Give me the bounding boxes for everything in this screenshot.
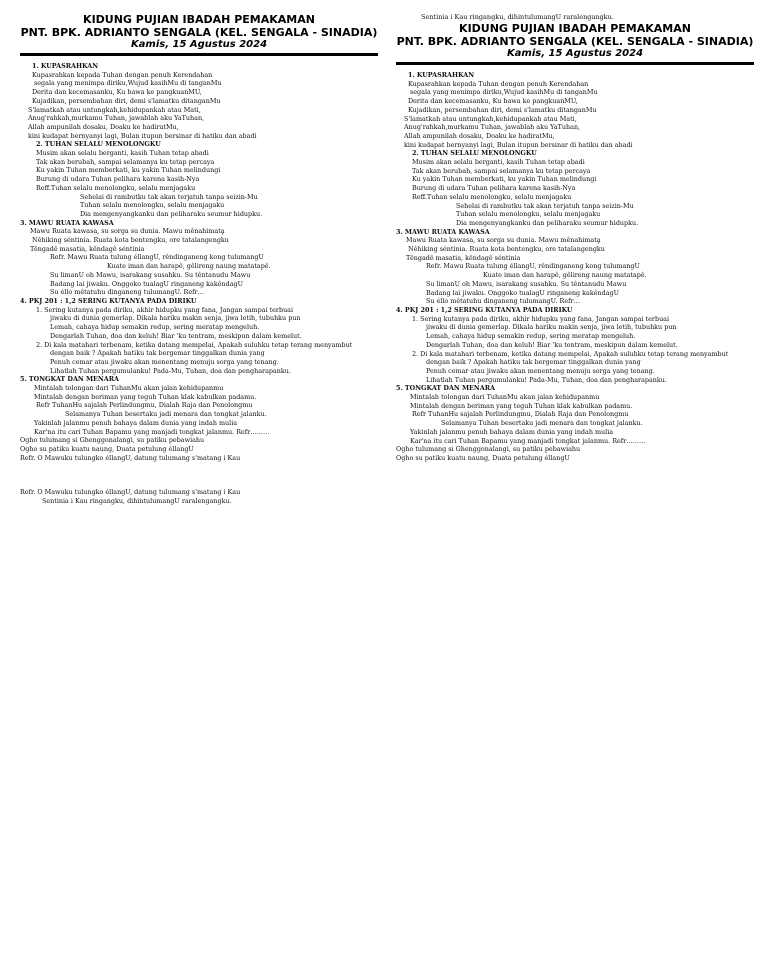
section-heading: 1. KUPASRAHKAN — [32, 62, 99, 70]
text-line: Allah ampunilah dosaku, Doaku ke hadiratMu, — [28, 122, 179, 131]
text-line: Ogho su patiku kuatu naung, Duata petulung éllangU — [20, 444, 194, 453]
text-line: dengan baik ? Apakah hatiku tak bergemar tinggalkan dunia yang — [50, 349, 265, 358]
text-line: Kar'na itu cari Tuhan Bapamu yang manjadi tongkat jalanmu. Refr……… — [410, 436, 646, 445]
text-line: Reff.Tuhan selalu menolongku, selalu menjagaku — [36, 183, 196, 192]
text-line: Refr TuhanHu sajalah Perlindungmu, Dialah Raja dan Penolongmu — [412, 410, 629, 419]
text-line: Su limanU oh Mawu, isarakang susahku. Su têntanudu Mawu — [426, 279, 627, 288]
page-title: KIDUNG PUJIAN IBADAH PEMAKAMAN — [83, 13, 315, 26]
spacer — [20, 462, 378, 488]
text-line: Mawu Ruata kawasa, su sorga su dunia. Mawu mênahimatḁ — [30, 227, 225, 236]
text-line: segala yang menimpa diriku,Wujud kasihMu di tanganMu — [410, 88, 598, 97]
text-line: Dia mengenyangkanku dan peliharaku seumur hidupku. — [80, 209, 263, 218]
text-line: Têngadê masatia, kêndagê séntinia — [30, 244, 145, 253]
text-line: 2. Di kala matahari terbenam, ketika datang mempelai, Apakah suluhku tetap terang menyambut — [36, 340, 353, 349]
text-line: kini kudapat bernyanyi lagi, Bulan itupun bersinar di hatiku dan abadi — [404, 140, 633, 149]
text-line: jiwaku di dunia gemerlap. Dikala hariku makin senja, jiwa letih, tubuhku pun — [50, 314, 301, 323]
text-line: Refr TuhanHu sajalah Perlindungmu, Dialah Raja dan Penolongmu — [36, 401, 253, 410]
text-line: Mawu Ruata kawasa, su sorga su dunia. Mawu mênahimatḁ — [406, 236, 601, 245]
text-line: Têngadê masatia, kêndagê séntinia — [406, 253, 521, 262]
text-line: Derita dan kecemasanku, Ku bawa ke pangkuanMU, — [408, 97, 578, 106]
text-line: Burung di udara Tuhan pelihara karena kasih-Nya — [36, 175, 200, 184]
text-line: Lihatlah Tuhan pergumulanku! Pada-Mu, Tuhan, doa dan pengharapanku. — [426, 375, 667, 384]
header — [20, 13, 378, 51]
text-line: Lemah, cahaya hidup semakin redup, sering meratap mengeluh. — [426, 332, 636, 341]
header — [396, 22, 754, 60]
section-heading: 3. MAWU RUATA KAWASA — [20, 218, 114, 227]
text-line: Dengarlah Tuhan, doa dan keluh! Biar 'ku tentram, meskipun dalam kemelut. — [426, 340, 678, 349]
text-line: Su limanU oh Mawu, isarakang susahku. Su têntanudu Mawu — [50, 270, 251, 279]
section-heading: 5. TONGKAT DAN MENARA — [396, 384, 495, 393]
text-line: Dengarlah Tuhan, doa dan keluh! Biar 'ku tentram, meskipun dalam kemelut. — [50, 331, 302, 340]
text-line: Ku yakin Tuhan memberkati, ku yakin Tuhan melindungi — [412, 175, 597, 184]
text-line: dengan baik ? Apakah hatiku tak bergemar tinggalkan dunia yang — [426, 358, 641, 367]
page-title: KIDUNG PUJIAN IBADAH PEMAKAMAN — [459, 22, 691, 35]
text-line: jiwaku di dunia gemerlap. Dikala hariku makin senja, jiwa letih, tubuhku pun — [426, 323, 677, 332]
text-line: Nêhiking séntinia. Ruata kota bentengku, ore tatalangengku — [32, 236, 229, 245]
text-line: Musim akan selalu berganti, kasih Tuhan tetap abadi — [36, 149, 209, 158]
section-heading: 3. MAWU RUATA KAWASA — [396, 227, 490, 236]
left-extra — [20, 454, 378, 506]
text-line: Kuate iman dan harapê, gêlireng naung matatapê. — [107, 262, 271, 271]
right-column — [396, 0, 754, 463]
text-line: Kupasrahkan kepada Tuhan dengan penuh Kerendahan — [408, 79, 589, 88]
text-line: Burung di udara Tuhan pelihara karena kasih-Nya — [412, 184, 576, 193]
text-line: Selamanya Tuhan besertaku jadi menara dan tongkat jalanku. — [441, 419, 643, 428]
text-line: Tuhan selalu menolongku, selalu menjagaku — [456, 210, 601, 219]
text-line: Refr. O Mawuku tulungko éllangU, datung tulumang s'matang i Kau — [20, 488, 241, 497]
text-line: Nêhiking séntinia. Ruata kota bentengku, ore tatalangengku — [408, 245, 605, 254]
page-subtitle: PNT. BPK. ADRIANTO SENGALA (KEL. SENGALA - SINADIA) — [396, 35, 754, 48]
text-line: Su éllo mêtatuhu dinganeng tulumangU. Refr… — [50, 288, 204, 297]
section-heading: 5. TONGKAT DAN MENARA — [20, 375, 119, 384]
text-line: Sentinia i Kau ringangku, dihintulumangU raralengangku. — [42, 497, 232, 506]
text-line: Yakinlah jalanmu penuh bahaya dalam dunia yang indah mulia — [34, 418, 238, 427]
text-line: Tuhan selalu menolongku, selalu menjagaku — [80, 201, 225, 210]
text-line: Kuate iman dan harapê, gêlireng naung matatapê. — [483, 271, 647, 280]
text-line: S'lamatkah atau untungkah,kehidupankah atau Mati, — [28, 105, 201, 114]
text-line: Kupasrahkan kepada Tuhan dengan penuh Kerendahan — [32, 70, 213, 79]
section-heading: 2. TUHAN SELALU MENOLONGKU — [36, 140, 161, 149]
text-line: Ogho tulumang si Ghenggonalangi, su patiku pebawiahu — [396, 445, 581, 454]
text-line: Lihatlah Tuhan pergumulanku! Pada-Mu, Tuhan, doa dan pengharapanku. — [50, 366, 291, 375]
song-body — [396, 71, 754, 463]
text-line: Allah ampunilah dosaku, Doaku ke hadiratMu, — [404, 131, 555, 140]
text-line: Anug'rahkah,murkamu Tuhan, jawablah aku YaTuhan, — [404, 123, 581, 132]
text-line: S'lamatkah atau untungkah,kehidupankah atau Mati, — [404, 114, 577, 123]
text-line: Refr. Mawu Ruata tulung éllangU, rêndinganeng kong tulumangU — [50, 253, 264, 262]
text-line: kini kudapat bernyanyi lagi, Bulan itupun bersinar di hatiku dan abadi — [28, 131, 257, 140]
text-line: Sehelai di rambutku tak akan terjatuh tanpa seizin-Mu — [456, 201, 634, 210]
text-line: Derita dan kecemasanku, Ku bawa ke pangkuanMU, — [32, 88, 202, 97]
text-line: Ku yakin Tuhan memberkati, ku yakin Tuhan melindungi — [36, 166, 221, 175]
section-heading: 1. KUPASRAHKAN — [408, 71, 475, 79]
text-line: Musim akan selalu berganti, kasih Tuhan tetap abadi — [412, 158, 585, 167]
text-line: Mintalah dengan beriman yang teguh Tuhan klak kabulkan padamu. — [34, 392, 257, 401]
text-line: Badang lai jiwaku. Onggoko tualagU ringaneng kakêndagU — [426, 288, 620, 297]
text-line: Lemah, cahaya hidup semakin redup, sering meratap mengeluh. — [50, 323, 260, 332]
text-line: Mintalah dengan beriman yang teguh Tuhan klak kabulkan padamu. — [410, 401, 633, 410]
header-divider — [396, 62, 754, 65]
page-subtitle: PNT. BPK. ADRIANTO SENGALA (KEL. SENGALA - SINADIA) — [20, 26, 378, 39]
text-line: Mintalah tolongan dari TuhanMu akan jalan kehidupanmu — [34, 384, 224, 393]
header-divider — [20, 53, 378, 56]
section-heading: 2. TUHAN SELALU MENOLONGKU — [412, 149, 537, 158]
text-line: Su éllo mêtatuhu dinganeng tulumangU. Refr… — [426, 297, 580, 306]
section-heading: 4. PKJ 201 : 1,2 SERING KUTANYA PADA DIRIKU — [396, 305, 573, 314]
top-note: Sentinia i Kau ringangku, dihintulumangU raralengangku. — [421, 13, 614, 21]
text-line: Sehelai di rambutku tak akan terjatuh tanpa seizin-Mu — [80, 192, 258, 201]
text-line: Tak akan berubah, sampai selamanya ku tetap percaya — [36, 157, 215, 166]
text-line: 1. Sering kutanya pada diriku, akhir hidupku yang fana, Jangan sampai terbuai — [36, 305, 294, 314]
text-line: Reff.Tuhan selalu menolongku, selalu menjagaku — [412, 192, 572, 201]
text-line: Refr. O Mawuku tulungko éllangU, datung tulumang s'matang i Kau — [20, 453, 241, 462]
text-line: Tak akan berubah, sampai selamanya ku tetap percaya — [412, 166, 591, 175]
text-line: Ogho su patiku kuatu naung, Duata petulung éllangU — [396, 453, 570, 462]
section-heading: 4. PKJ 201 : 1,2 SERING KUTANYA PADA DIRIKU — [20, 296, 197, 305]
left-column — [20, 0, 378, 506]
text-line: Kar'na itu cari Tuhan Bapamu yang manjadi tongkat jalanmu. Refr……… — [34, 427, 270, 436]
text-line: segala yang menimpa diriku,Wujud kasihMu di tanganMu — [34, 79, 222, 88]
text-line: Refr. Mawu Ruata tulung éllangU, rêndinganeng kong tulumangU — [426, 262, 640, 271]
text-line: Kujadikan, persembahan diri, demi s'lamatku ditanganMu — [32, 96, 221, 105]
text-line: 2. Di kala matahari terbenam, ketika datang mempelai, Apakah suluhku tetap terang menyambut — [412, 349, 729, 358]
song-body — [20, 62, 378, 454]
page-date: Kamis, 15 Agustus 2024 — [130, 39, 268, 50]
text-line: Selamanya Tuhan besertaku jadi menara dan tongkat jalanku. — [65, 410, 267, 419]
text-line: Penuh cemar atau jiwaku akan menentang menuju sorga yang tenang. — [50, 357, 279, 366]
page-date: Kamis, 15 Agustus 2024 — [506, 48, 644, 59]
text-line: Yakinlah jalanmu penuh bahaya dalam dunia yang indah mulia — [410, 427, 614, 436]
text-line: Penuh cemar atau jiwaku akan menentang menuju sorga yang tenang. — [426, 366, 655, 375]
text-line: Ogho tulumang si Ghenggonalangi, su patiku pebawiahu — [20, 436, 205, 445]
text-line: Anug'rahkah,murkamu Tuhan, jawablah aku YaTuhan, — [28, 114, 205, 123]
text-line: Mintalah tolongan dari TuhanMu akan jalan kehidupanmu — [410, 393, 600, 402]
text-line: Kujadikan, persembahan diri, demi s'lamatku ditanganMu — [408, 105, 597, 114]
text-line: Dia mengenyangkanku dan peliharaku seumur hidupku. — [456, 218, 639, 227]
text-line: Badang lai jiwaku. Onggoko tualagU ringaneng kakêndagU — [50, 279, 244, 288]
text-line: 1. Sering kutanya pada diriku, akhir hidupku yang fana, Jangan sampai terbuai — [412, 314, 670, 323]
